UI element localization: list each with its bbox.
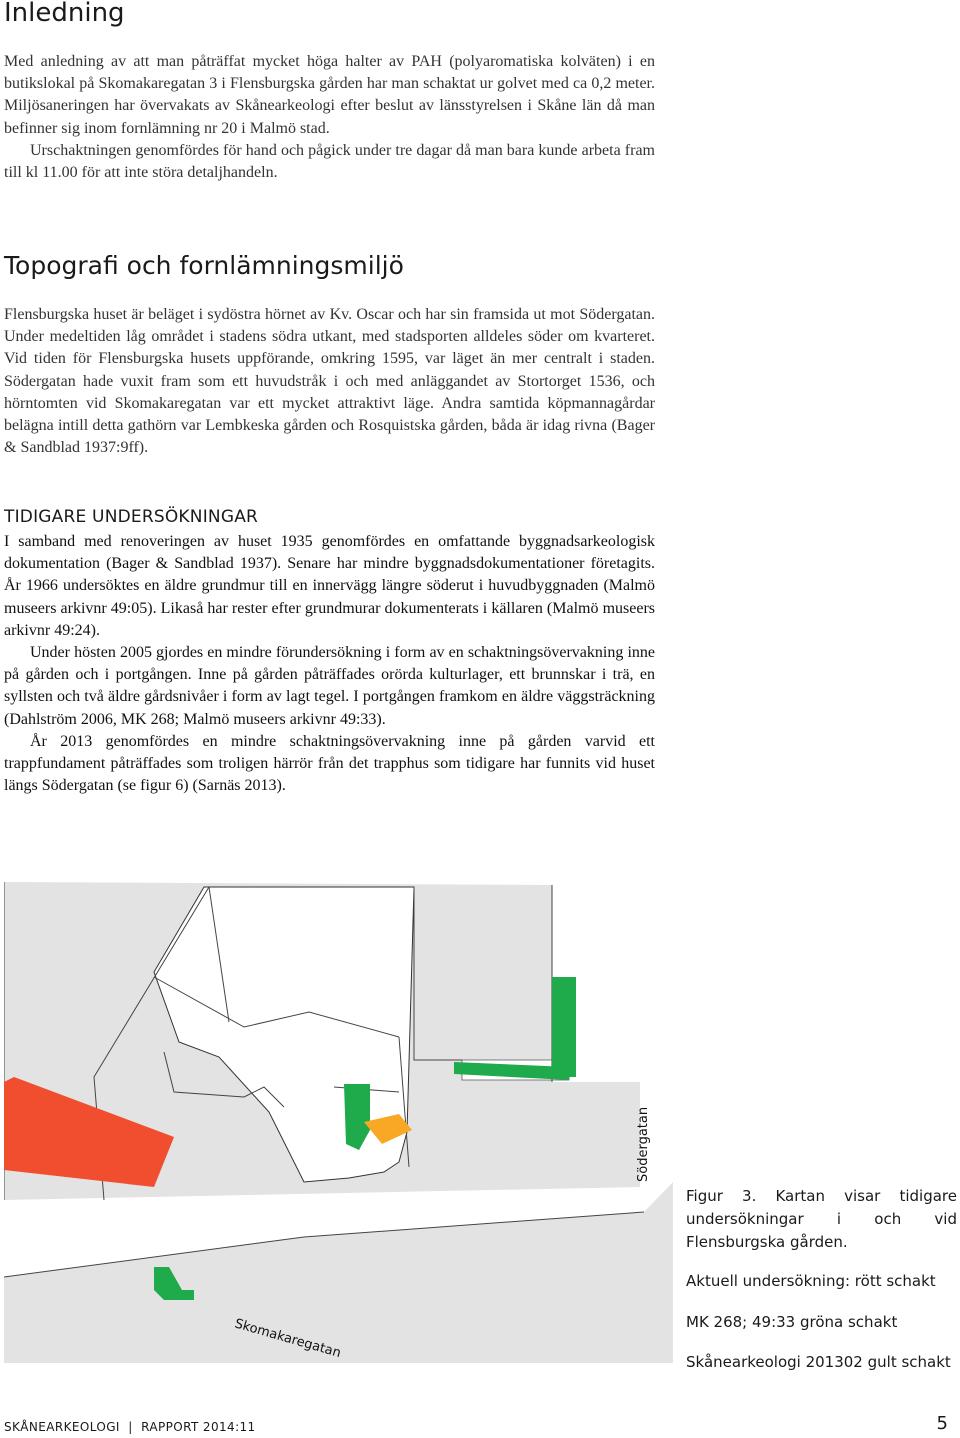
site-map-svg	[4, 882, 673, 1363]
heading-tidigare-undersokningar: TIDIGARE UNDERSÖKNINGAR	[4, 507, 259, 527]
heading-topografi: Topografi och fornlämningsmiljö	[4, 251, 404, 280]
topo-section	[4, 304, 655, 459]
legend-current-investigation: Aktuell undersökning: rött schakt	[686, 1272, 936, 1290]
legend-skanearkeologi-shaft: Skånearkeologi 201302 gult schakt	[686, 1353, 951, 1371]
street-name-sodergatan: Södergatan	[636, 1106, 651, 1182]
intro-section	[4, 51, 655, 184]
legend-mk268-shafts: MK 268; 49:33 gröna schakt	[686, 1313, 898, 1331]
previous-paragraph: År 2013 genomfördes en mindre schaktningsövervakning inne på gården varvid ett trappfundament påträffades som troligen härrör från det trapphus som tidigare har funnits vid huset längs Södergatan (se figur 6) (Sarnäs 2013).	[4, 732, 655, 795]
heading-inledning: Inledning	[4, 0, 125, 28]
topo-paragraph: Flensburgska huset är beläget i sydöstra hörnet av Kv. Oscar och har sin framsida ut mot Södergatan. Under medeltiden låg området i stadens södra utkant, med stadsporten alldeles söder om kvarteret. Vid tiden för Flensburgska husets uppförande, omkring 1595, var läget än mer centralt i staden. Södergatan hade vuxit fram som ett huvudstråk i och med anläggandet av Stortorget 1536, och hörntomten vid Skomakaregatan var ett mycket attraktivt läge. Andra samtida köpmannagårdar belägna intill detta gathörn var Lembkeska gården och Rosquistska gården, båda är idag rivna (Bager & Sandblad 1937:9ff).	[4, 306, 655, 457]
previous-investigations-section	[4, 531, 655, 797]
intro-paragraph: Urschaktningen genomfördes för hand och pågick under tre dagar då man bara kunde arbeta fram till kl 11.00 för att inte störa detaljhandeln.	[4, 141, 655, 182]
intro-paragraph: Med anledning av att man påträffat mycket höga halter av PAH (polyaromatiska kolväten) i en butikslokal på Skomakaregatan 3 i Flensburgska gården har man schaktat ur golvet med ca 0,2 meter. Miljösaneringen har övervakats av Skånearkeologi efter beslut av länsstyrelsen i Skåne län då man befinner sig inom fornlämning nr 20 i Malmö stad.	[4, 53, 655, 137]
figure-caption: Figur 3. Kartan visar tidigare undersökningar i och vid Flensburgska gården.	[686, 1187, 957, 1251]
street-name-skomakaregatan: Skomakaregatan	[232, 1316, 343, 1362]
page-number: 5	[936, 1413, 948, 1434]
previous-paragraph: Under hösten 2005 gjordes en mindre förundersökning i form av en schaktningsövervakning inne på gården och i portgången. Inne på gården påträffades orörda kulturlager, ett brunnskar i trä, en syllsten och två äldre gårdsnivåer i form av lagt tegel. I portgången framkom en äldre väggsträckning (Dahlström 2006, MK 268; Malmö museers arkivnr 49:33).	[4, 644, 655, 728]
previous-paragraph: I samband med renoveringen av huset 1935 genomfördes en omfattande byggnadsarkeologisk dokumentation (Bager & Sandblad 1937). Senare har mindre byggnadsdokumentationer företagits. År 1966 undersöktes en äldre grundmur till en innervägg längre söderut i huvudbyggnaden (Malmö museers arkivnr 49:05). Likaså har rester efter grundmurar dokumenterats i källaren (Malmö museers arkivnr 49:24).	[4, 533, 655, 639]
site-map	[4, 882, 673, 1363]
page-footer: SKÅNEARKEOLOGI | RAPPORT 2014:11	[4, 1420, 256, 1434]
